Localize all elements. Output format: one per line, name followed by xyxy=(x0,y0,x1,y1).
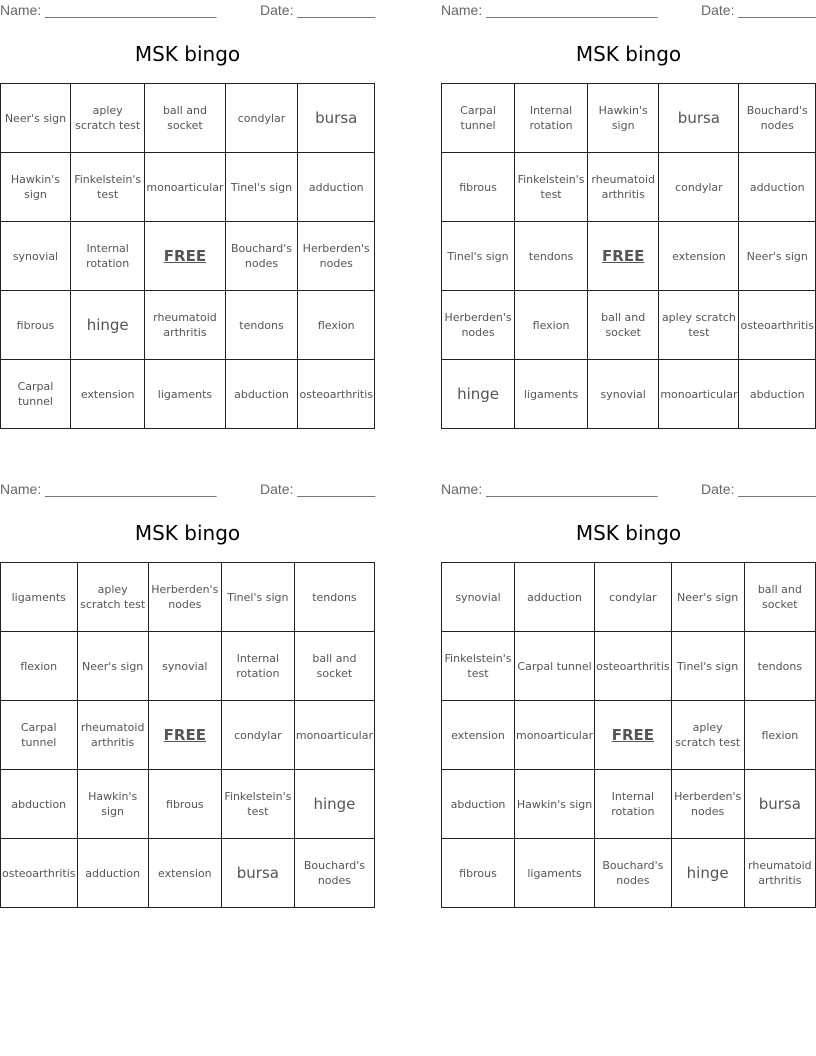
bingo-cell[interactable]: Hawkin's sign xyxy=(1,153,71,222)
name-field[interactable]: Name: ______________________ xyxy=(441,2,658,18)
bingo-cell[interactable]: hinge xyxy=(70,291,144,360)
date-field[interactable]: Date: __________ xyxy=(260,481,376,497)
bingo-cell[interactable]: condylar xyxy=(659,153,739,222)
grid-row xyxy=(442,360,816,429)
card-header xyxy=(0,0,375,24)
bingo-cell[interactable]: osteoarthritis xyxy=(595,632,672,701)
bingo-grid xyxy=(441,562,816,908)
bingo-cell[interactable]: Herberden's nodes xyxy=(298,222,375,291)
bingo-cell[interactable]: osteoarthritis xyxy=(739,291,816,360)
card-header xyxy=(0,479,375,503)
bingo-cell[interactable]: condylar xyxy=(225,84,298,153)
bingo-cell[interactable]: Tinel's sign xyxy=(221,563,294,632)
bingo-cell[interactable]: tendons xyxy=(225,291,298,360)
name-field[interactable]: Name: ______________________ xyxy=(0,2,217,18)
grid-row xyxy=(1,153,375,222)
bingo-cell[interactable]: hinge xyxy=(442,360,515,429)
bingo-cell[interactable]: adduction xyxy=(77,839,148,908)
bingo-cell[interactable]: Bouchard's nodes xyxy=(225,222,298,291)
bingo-cell[interactable]: flexion xyxy=(744,701,815,770)
bingo-cell[interactable]: apley scratch test xyxy=(659,291,739,360)
bingo-cell[interactable]: synovial xyxy=(442,563,515,632)
bingo-cell[interactable]: abduction xyxy=(225,360,298,429)
bingo-cell[interactable]: Herberden's nodes xyxy=(671,770,744,839)
bingo-cell[interactable]: Carpal tunnel xyxy=(1,360,71,429)
bingo-cell[interactable]: apley scratch test xyxy=(671,701,744,770)
grid-row xyxy=(1,770,375,839)
bingo-cell[interactable]: monoarticular xyxy=(294,701,374,770)
date-field[interactable]: Date: __________ xyxy=(260,2,376,18)
free-space[interactable]: FREE xyxy=(148,701,221,770)
bingo-cell[interactable]: synovial xyxy=(1,222,71,291)
bingo-card-4 xyxy=(441,479,816,887)
bingo-cell[interactable]: condylar xyxy=(221,701,294,770)
free-space[interactable]: FREE xyxy=(588,222,659,291)
name-field[interactable]: Name: ______________________ xyxy=(0,481,217,497)
bingo-cell[interactable]: synovial xyxy=(148,632,221,701)
bingo-cell[interactable]: rheumatoid arthritis xyxy=(145,291,225,360)
grid-row xyxy=(1,563,375,632)
grid-row xyxy=(442,632,816,701)
bingo-cell[interactable]: Tinel's sign xyxy=(671,632,744,701)
bingo-cell[interactable]: rheumatoid arthritis xyxy=(588,153,659,222)
bingo-cell[interactable]: Carpal tunnel xyxy=(1,701,78,770)
bingo-cell[interactable]: bursa xyxy=(659,84,739,153)
bingo-cell[interactable]: Neer's sign xyxy=(77,632,148,701)
bingo-cell[interactable]: osteoarthritis xyxy=(1,839,78,908)
free-space[interactable]: FREE xyxy=(145,222,225,291)
bingo-cell[interactable]: Bouchard's nodes xyxy=(739,84,816,153)
bingo-cell[interactable]: fibrous xyxy=(442,153,515,222)
bingo-cell[interactable]: tendons xyxy=(744,632,815,701)
grid-row xyxy=(442,770,816,839)
bingo-cell[interactable]: apley scratch test xyxy=(77,563,148,632)
bingo-cell[interactable]: extension xyxy=(659,222,739,291)
bingo-cell[interactable]: bursa xyxy=(221,839,294,908)
bingo-cell[interactable]: extension xyxy=(70,360,144,429)
bingo-cell[interactable]: Internal rotation xyxy=(221,632,294,701)
bingo-cell[interactable]: Bouchard's nodes xyxy=(294,839,374,908)
bingo-cell[interactable]: flexion xyxy=(1,632,78,701)
bingo-cell[interactable]: osteoarthritis xyxy=(298,360,375,429)
bingo-cell[interactable]: abduction xyxy=(1,770,78,839)
bingo-cell[interactable]: Herberden's nodes xyxy=(148,563,221,632)
bingo-cell[interactable]: ligaments xyxy=(514,839,594,908)
bingo-cell[interactable]: ball and socket xyxy=(294,632,374,701)
bingo-grid xyxy=(0,562,375,908)
bingo-grid xyxy=(0,83,375,429)
bingo-cell[interactable]: tendons xyxy=(294,563,374,632)
bingo-cell[interactable]: Hawkin's sign xyxy=(514,770,594,839)
date-field[interactable]: Date: __________ xyxy=(701,481,816,497)
bingo-cell[interactable]: hinge xyxy=(294,770,374,839)
bingo-cell[interactable]: Carpal tunnel xyxy=(442,84,515,153)
bingo-cell[interactable]: Bouchard's nodes xyxy=(595,839,672,908)
card-title: MSK bingo xyxy=(134,42,241,66)
card-header xyxy=(441,479,816,503)
free-space[interactable]: FREE xyxy=(595,701,672,770)
bingo-cell[interactable]: flexion xyxy=(298,291,375,360)
bingo-cell[interactable]: monoarticular xyxy=(145,153,225,222)
bingo-card-1 xyxy=(0,0,376,408)
grid-row xyxy=(442,291,816,360)
bingo-card-3 xyxy=(0,479,376,887)
grid-row xyxy=(442,701,816,770)
bingo-cell[interactable]: Internal rotation xyxy=(70,222,144,291)
bingo-cell[interactable]: apley scratch test xyxy=(70,84,144,153)
grid-row xyxy=(1,84,375,153)
bingo-cell[interactable]: Tinel's sign xyxy=(225,153,298,222)
card-title: MSK bingo xyxy=(575,521,682,545)
bingo-cell[interactable]: synovial xyxy=(588,360,659,429)
bingo-cell[interactable]: Tinel's sign xyxy=(442,222,515,291)
date-field[interactable]: Date: __________ xyxy=(701,2,816,18)
bingo-cell[interactable]: bursa xyxy=(744,770,815,839)
bingo-cell[interactable]: rheumatoid arthritis xyxy=(744,839,815,908)
grid-row xyxy=(1,222,375,291)
bingo-cell[interactable]: bursa xyxy=(298,84,375,153)
bingo-cell[interactable]: fibrous xyxy=(442,839,515,908)
bingo-cell[interactable]: Hawkin's sign xyxy=(77,770,148,839)
bingo-cell[interactable]: adduction xyxy=(514,563,594,632)
grid-row xyxy=(1,701,375,770)
bingo-cell[interactable]: ball and socket xyxy=(588,291,659,360)
card-header xyxy=(441,0,816,24)
bingo-cell[interactable]: Carpal tunnel xyxy=(514,632,594,701)
grid-row xyxy=(1,632,375,701)
bingo-cell[interactable]: ball and socket xyxy=(744,563,815,632)
bingo-cell[interactable]: ligaments xyxy=(145,360,225,429)
grid-row xyxy=(442,839,816,908)
bingo-cell[interactable]: ball and socket xyxy=(145,84,225,153)
bingo-cell[interactable]: hinge xyxy=(671,839,744,908)
bingo-cell[interactable]: Internal rotation xyxy=(595,770,672,839)
name-field[interactable]: Name: ______________________ xyxy=(441,481,658,497)
bingo-cell[interactable]: abduction xyxy=(442,770,515,839)
bingo-cell[interactable]: Internal rotation xyxy=(515,84,588,153)
bingo-cell[interactable]: extension xyxy=(442,701,515,770)
bingo-grid xyxy=(441,83,816,429)
grid-row xyxy=(1,291,375,360)
grid-row xyxy=(1,360,375,429)
bingo-card-2 xyxy=(441,0,816,403)
bingo-cell[interactable]: monoarticular xyxy=(659,360,739,429)
bingo-cell[interactable]: fibrous xyxy=(148,770,221,839)
grid-row xyxy=(442,222,816,291)
bingo-cell[interactable]: Neer's sign xyxy=(1,84,71,153)
bingo-cell[interactable]: Finkelstein's test xyxy=(221,770,294,839)
bingo-cell[interactable]: Neer's sign xyxy=(671,563,744,632)
bingo-cell[interactable]: fibrous xyxy=(1,291,71,360)
bingo-cell[interactable]: abduction xyxy=(739,360,816,429)
bingo-cell[interactable]: extension xyxy=(148,839,221,908)
grid-row xyxy=(442,153,816,222)
bingo-cell[interactable]: rheumatoid arthritis xyxy=(77,701,148,770)
bingo-cell[interactable]: Finkelstein's test xyxy=(442,632,515,701)
bingo-cell[interactable]: adduction xyxy=(739,153,816,222)
bingo-cell[interactable]: adduction xyxy=(298,153,375,222)
bingo-cell[interactable]: condylar xyxy=(595,563,672,632)
grid-row xyxy=(1,839,375,908)
card-title: MSK bingo xyxy=(134,521,241,545)
bingo-cell[interactable]: flexion xyxy=(515,291,588,360)
bingo-cell[interactable]: Finkelstein's test xyxy=(515,153,588,222)
bingo-cell[interactable]: ligaments xyxy=(1,563,78,632)
bingo-cell[interactable]: Herberden's nodes xyxy=(442,291,515,360)
bingo-cell[interactable]: monoarticular xyxy=(514,701,594,770)
grid-row xyxy=(442,84,816,153)
bingo-cell[interactable]: ligaments xyxy=(515,360,588,429)
bingo-cell[interactable]: Hawkin's sign xyxy=(588,84,659,153)
bingo-cell[interactable]: Neer's sign xyxy=(739,222,816,291)
bingo-cell[interactable]: Finkelstein's test xyxy=(70,153,144,222)
grid-row xyxy=(442,563,816,632)
bingo-cell[interactable]: tendons xyxy=(515,222,588,291)
card-title: MSK bingo xyxy=(575,42,682,66)
